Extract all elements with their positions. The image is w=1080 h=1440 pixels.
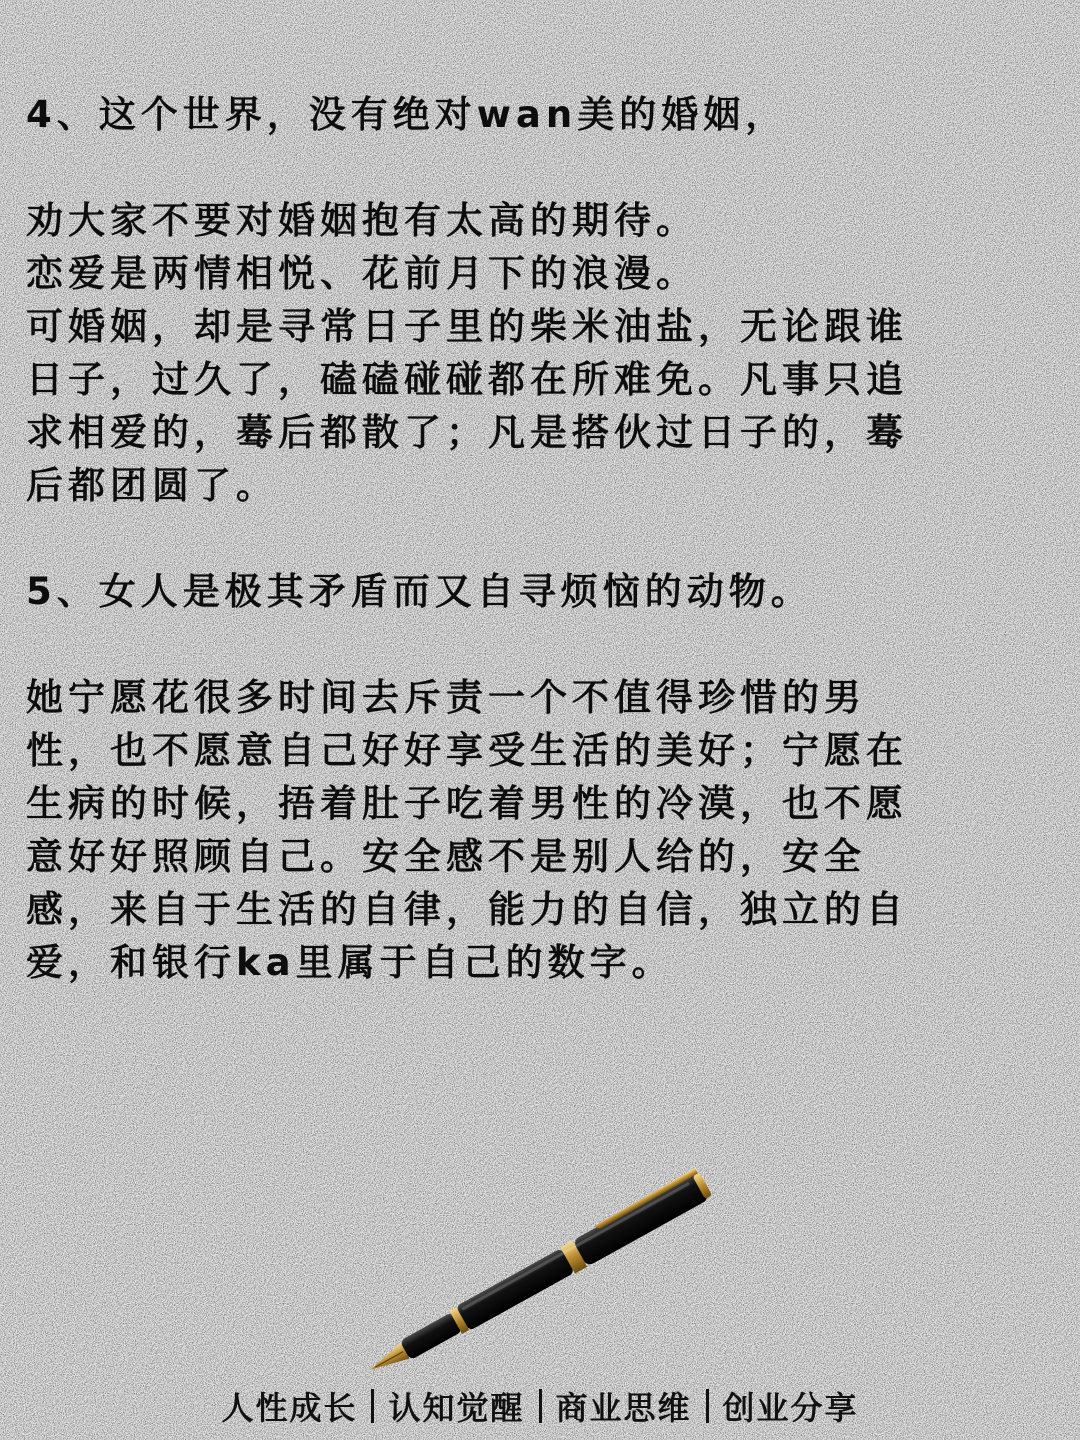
section-5-line: 性，也不愿意自己好好享受生活的美好；宁愿在 [26, 729, 908, 772]
section-5-heading: 5、女人是极其矛盾而又自寻烦恼的动物。 [26, 570, 813, 613]
footer-tag: 认知觉醒 [388, 1389, 525, 1427]
footer-divider [539, 1389, 542, 1423]
article-body [26, 88, 1056, 989]
section-4-line: 恋爱是两情相悦、花前月下的浪漫。 [26, 252, 698, 295]
section-5-line: 爱，和银行ka里属于自己的数字。 [26, 941, 674, 984]
footer-tags [0, 1380, 1080, 1432]
section-4-line: 求相爱的，蓦后都散了；凡是搭伙过日子的，蓦 [26, 411, 908, 454]
section-5-line: 她宁愿花很多时间去斥责一个不值得珍惜的男 [26, 676, 866, 719]
footer-divider [371, 1389, 374, 1423]
section-5-line: 生病的时候，捂着肚子吃着男性的冷漠，也不愿 [26, 782, 908, 825]
fountain-pen-icon [340, 1150, 740, 1380]
section-5-line: 感，来自于生活的自律，能力的自信，独立的自 [26, 888, 908, 931]
section-4-line: 后都团圆了。 [26, 464, 278, 507]
footer-tag: 人性成长 [221, 1389, 358, 1427]
paragraph-spacer [26, 141, 1056, 194]
paragraph-spacer [26, 512, 1056, 565]
footer-tag: 商业思维 [555, 1389, 692, 1427]
footer-divider [706, 1389, 709, 1423]
section-4-line: 可婚姻，却是寻常日子里的柴米油盐，无论跟谁 [26, 305, 908, 348]
section-4-line: 日子，过久了，磕磕碰碰都在所难免。凡事只追 [26, 358, 908, 401]
footer-tag: 创业分享 [722, 1389, 859, 1427]
paragraph-spacer [26, 618, 1056, 671]
section-4-heading: 4、这个世界，没有绝对wan美的婚姻， [26, 93, 788, 136]
section-5-line: 意好好照顾自己。安全感不是别人给的，安全 [26, 835, 866, 878]
section-4-line: 劝大家不要对婚姻抱有太高的期待。 [26, 199, 698, 242]
